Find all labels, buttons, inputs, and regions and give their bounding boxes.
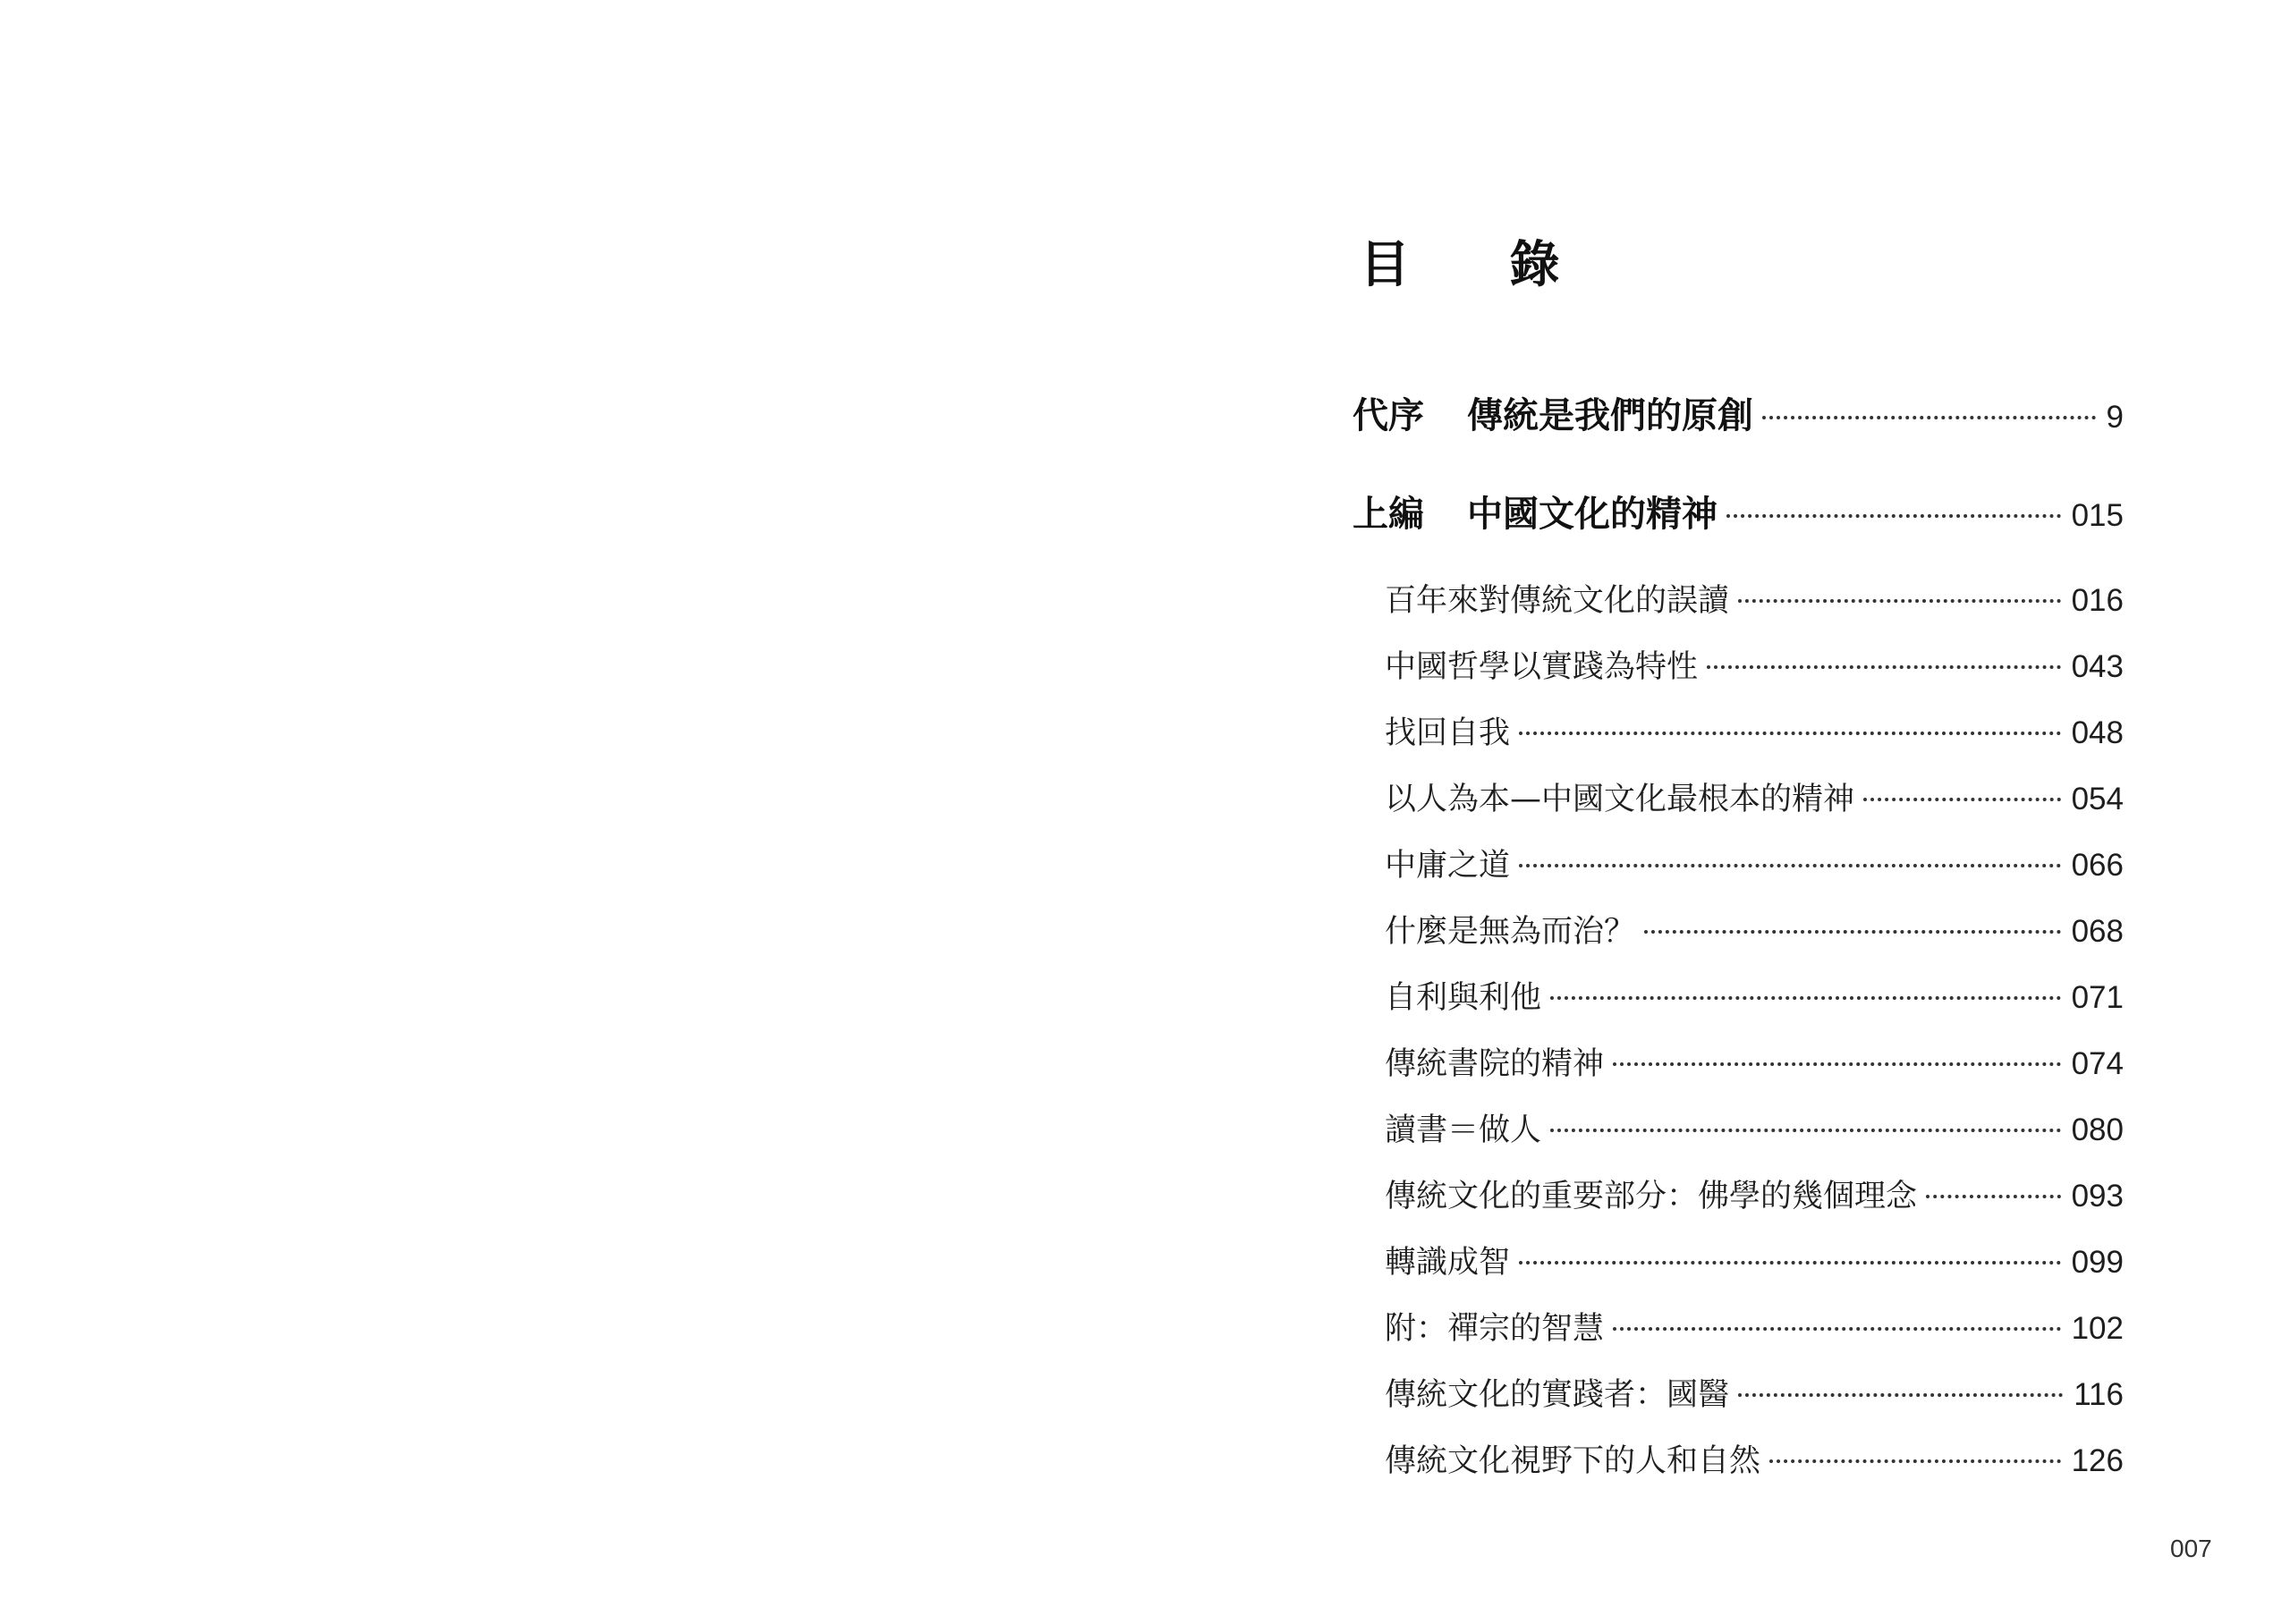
entry-title: 百年來對傳統文化的誤讀 xyxy=(1385,583,1730,619)
entry-page-number: 016 xyxy=(2071,583,2124,618)
toc-entry[interactable] xyxy=(1385,1108,2124,1153)
entry-title: 轉識成智 xyxy=(1385,1245,1511,1281)
entry-page-number: 116 xyxy=(2074,1377,2124,1412)
toc-entry-part-one[interactable] xyxy=(1353,489,2124,541)
entry-title: 傳統文化視野下的人和自然 xyxy=(1385,1443,1761,1479)
entry-title: 以人為本—中國文化最根本的精神 xyxy=(1385,782,1855,817)
entry-part-label: 代序 xyxy=(1353,394,1424,436)
entry-page-number: 074 xyxy=(2071,1046,2124,1081)
entry-title: 什麼是無為而治？ xyxy=(1385,914,1636,950)
entry-title: 附：禪宗的智慧 xyxy=(1385,1311,1605,1347)
dot-leader xyxy=(1519,1261,2061,1265)
entry-page-number: 102 xyxy=(2071,1311,2124,1346)
toc-entry[interactable] xyxy=(1385,579,2124,623)
entry-title: 中庸之道 xyxy=(1385,848,1511,884)
page-number-footer: 007 xyxy=(2170,1535,2212,1562)
entry-title: 傳統是我們的原創 xyxy=(1467,394,1753,436)
toc-entry[interactable] xyxy=(1385,976,2124,1020)
dot-leader xyxy=(1926,1195,2061,1198)
toc-entry[interactable] xyxy=(1385,711,2124,756)
toc-entry[interactable] xyxy=(1385,645,2124,689)
dot-leader xyxy=(1550,996,2061,1000)
entry-title: 讀書＝做人 xyxy=(1385,1112,1542,1148)
entry-page-number: 080 xyxy=(2071,1112,2124,1147)
table-of-contents xyxy=(1353,0,2124,1624)
entry-title: 自利與利他 xyxy=(1385,980,1542,1016)
dot-leader xyxy=(1738,1393,2063,1397)
dot-leader xyxy=(1863,798,2061,801)
entry-part-label: 上編 xyxy=(1353,493,1424,535)
dot-leader xyxy=(1550,1129,2061,1132)
toc-entry[interactable] xyxy=(1385,909,2124,954)
entry-page-number: 126 xyxy=(2071,1443,2124,1478)
entry-page-number: 015 xyxy=(2071,498,2124,533)
entry-title: 找回自我 xyxy=(1385,715,1511,751)
dot-leader xyxy=(1762,416,2096,419)
toc-entry[interactable] xyxy=(1385,1439,2124,1484)
dot-leader xyxy=(1613,1327,2061,1331)
entry-page-number: 093 xyxy=(2071,1179,2124,1214)
toc-entry[interactable] xyxy=(1385,1042,2124,1087)
toc-heading: 目 錄 xyxy=(1360,235,1601,294)
toc-entry[interactable] xyxy=(1385,1240,2124,1285)
entry-page-number: 066 xyxy=(2071,848,2124,883)
entry-title: 中國哲學以實踐為特性 xyxy=(1385,649,1699,685)
toc-entry[interactable] xyxy=(1385,1174,2124,1219)
dot-leader xyxy=(1519,864,2061,867)
toc-entry[interactable] xyxy=(1385,1307,2124,1351)
entry-title: 中國文化的精神 xyxy=(1467,493,1718,535)
entry-title: 傳統書院的精神 xyxy=(1385,1046,1605,1082)
dot-leader xyxy=(1613,1062,2061,1066)
entry-page-number: 043 xyxy=(2071,649,2124,684)
entry-page-number: 9 xyxy=(2106,400,2124,435)
entry-page-number: 099 xyxy=(2071,1245,2124,1280)
dot-leader xyxy=(1707,665,2061,669)
entry-page-number: 068 xyxy=(2071,914,2124,949)
entry-page-number: 048 xyxy=(2071,715,2124,750)
dot-leader xyxy=(1726,514,2061,518)
entry-page-number: 054 xyxy=(2071,782,2124,816)
dot-leader xyxy=(1769,1459,2061,1463)
entry-title: 傳統文化的重要部分：佛學的幾個理念 xyxy=(1385,1179,1918,1214)
toc-entry-preface[interactable] xyxy=(1353,391,2124,443)
toc-entry[interactable] xyxy=(1385,843,2124,888)
entry-page-number: 071 xyxy=(2071,980,2124,1015)
toc-entry[interactable] xyxy=(1385,1373,2124,1417)
dot-leader xyxy=(1519,732,2061,735)
toc-entry[interactable] xyxy=(1385,777,2124,822)
dot-leader xyxy=(1644,930,2061,934)
dot-leader xyxy=(1738,599,2061,603)
entry-title: 傳統文化的實踐者：國醫 xyxy=(1385,1377,1730,1413)
